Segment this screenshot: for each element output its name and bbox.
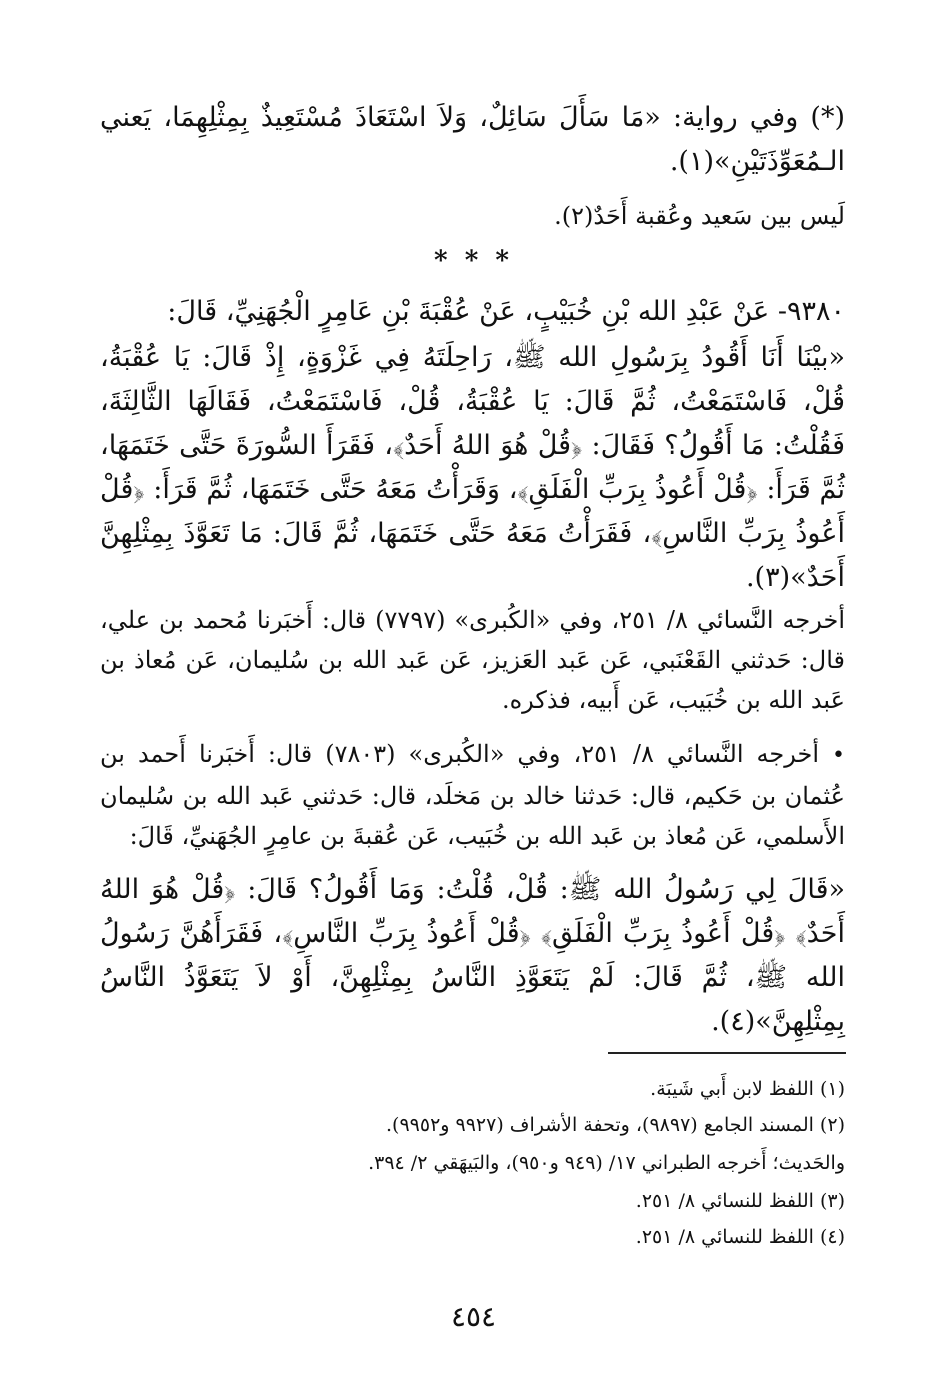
section-divider-stars: * * * [434, 246, 513, 276]
hadith-number-intro: ٩٣٨٠- عَنْ عَبْدِ الله بْنِ خُبَيْبٍ، عَنْ عُقْبَةَ بْنِ عَامِرٍ الْجُهَنِيِّ، قَالَ: [167, 296, 845, 327]
footnote-3: (٣) اللفظ للنسائي ٨/ ٢٥١. [635, 1190, 845, 1212]
bullet-marker: • [832, 743, 845, 768]
footnote-1: (١) اللفظ لابن أَبي شَيبَة. [650, 1078, 845, 1100]
chain-note: لَيس بين سَعيد وعُقبة أَحَدٌ(٢). [554, 202, 845, 230]
takhrij-paragraph-2 [100, 734, 845, 856]
footnote-2: (٢) المسند الجامع (٩٨٩٧)، وتحفة الأشراف (٩٩٢٧ و٩٩٥٢). [386, 1114, 845, 1136]
hadith-text: «بيْنَا أَنَا أَقُودُ بِرَسُولِ الله ﷺ، رَاحِلَتَهُ فِي غَزْوَةٍ، إِذْ قَالَ: يَا عُقْبَةُ، قُلْ، فَاسْتَمَعْتُ، ثُمَّ قَالَ: يَا عُقْبَةُ، قُلْ، فَاسْتَمَعْتُ، فَقَالَهَا الثَّالِثَةَ، فَقُلْتُ: مَا أَقُولُ؟ فَقَالَ: ﴿قُلْ هُوَ اللهُ أَحَدٌ﴾، فَقَرَأَ السُّورَةَ حَتَّى خَتَمَهَا، ثُمَّ قَرَأَ: ﴿قُلْ أَعُوذُ بِرَبِّ الْفَلَقِ﴾، وَقَرَأْتُ مَعَهُ حَتَّى خَتَمَهَا، ثُمَّ قَرَأَ: ﴿قُلْ أَعُوذُ بِرَبِّ النَّاسِ﴾، فَقَرَأْتُ مَعَهُ حَتَّى خَتَمَهَا، ثُمَّ قَالَ: مَا تَعَوَّذَ بِمِثْلِهِنَّ أَحَدٌ»(٣). [100, 342, 845, 593]
footnote-separator [608, 1052, 846, 1054]
takhrij-paragraph-1: أخرجه النَّسائي ٨/ ٢٥١، وفي «الكُبرى» (٧٧٩٧) قال: أَخبَرنا مُحمد بن علي، قال: حَدثني القَعْنَبي، عَن عَبد العَزيز، عَن عَبد الله بن سُليمان، عَن مُعاذ بن عَبد الله بن خُبَيب، عَن أَبيه، فذكره. [100, 606, 845, 714]
hadith-text-2: «قَالَ لِي رَسُولُ الله ﷺ: قُلْ، قُلْتُ: وَمَا أَقُولُ؟ قَالَ: ﴿قُلْ هُوَ اللهُ أَحَدٌ﴾ ﴿قُلْ أَعُوذُ بِرَبِّ الْفَلَقِ﴾ ﴿قُلْ أَعُوذُ بِرَبِّ النَّاسِ﴾، فَقَرَأَهُنَّ رَسُولُ الله ﷺ، ثُمَّ قَالَ: لَمْ يَتَعَوَّذِ النَّاسُ بِمِثْلِهِنَّ، أَوْ لاَ يَتَعَوَّذُ النَّاسُ بِمِثْلِهِنَّ»(٤). [100, 874, 845, 1037]
footnote-2-continuation: والحَديث؛ أَخرجه الطبراني ١٧/ (٩٤٩ و٩٥٠)، والبَيهَقي ٢/ ٣٩٤. [368, 1152, 845, 1174]
page-number: ٤٥٤ [450, 1300, 497, 1333]
variant-narration-paragraph: (*) وفي رواية: «مَا سَأَلَ سَائِلٌ، وَلاَ اسْتَعَاذَ مُسْتَعِيذٌ بِمِثْلِهِمَا، يَعني الـمُعَوِّذَتَيْنِ»(١). [100, 102, 845, 177]
footnote-4: (٤) اللفظ للنسائي ٨/ ٢٥١. [635, 1226, 845, 1248]
takhrij-paragraph-2-text: أخرجه النَّسائي ٨/ ٢٥١، وفي «الكُبرى» (٧٨٠٣) قال: أَخبَرنا أَحمد بن عُثمان بن حَكيم، قال: حَدثنا خالد بن مَخلَد، قال: حَدثني عَبد الله بن سُليمان الأَسلمي، عَن مُعاذ بن عَبد الله بن خُبَيب، عَن عُقبةَ بن عامِرٍ الجُهَنيِّ، قَالَ: [100, 740, 845, 850]
